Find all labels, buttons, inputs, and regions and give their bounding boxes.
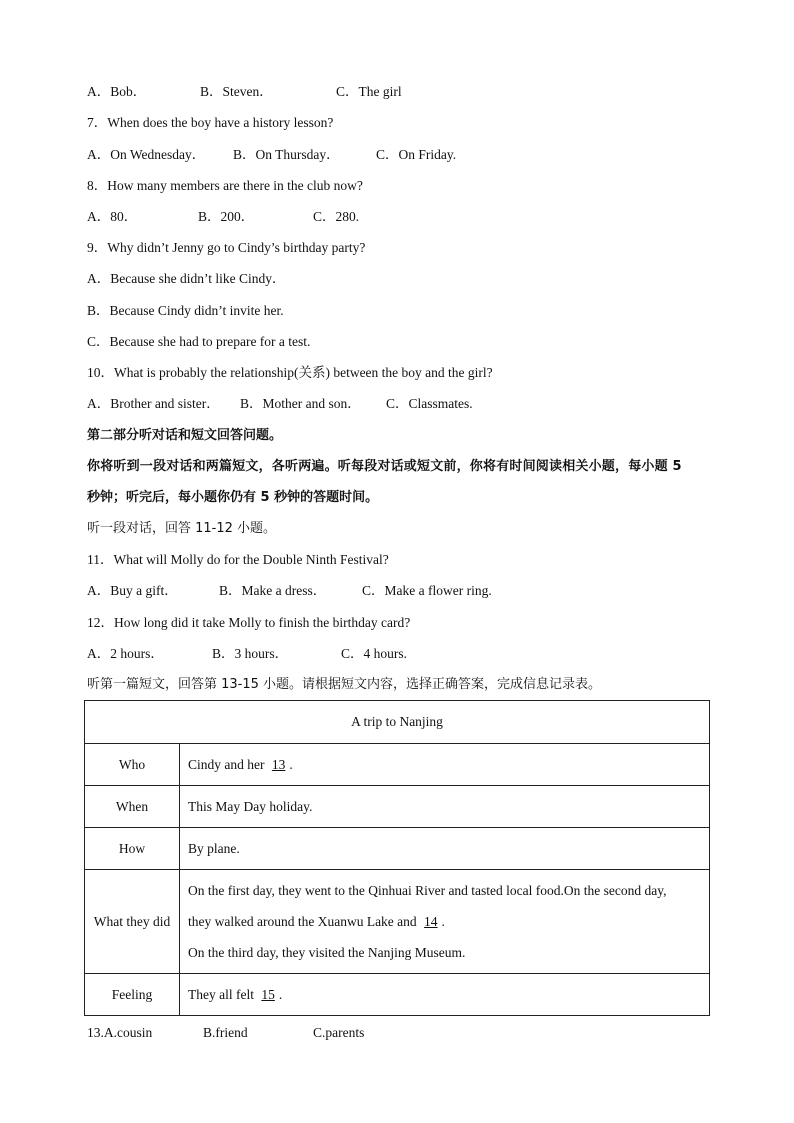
- what-line1: On the first day, they went to the Qinhuai River and tasted local food.On the second day,: [188, 883, 667, 898]
- trip-info-table: [84, 700, 710, 1016]
- answer-blank-13[interactable]: 13: [271, 756, 286, 772]
- q9-stem: 9．Why didn’t Jenny go to Cindy’s birthday party?: [87, 240, 366, 255]
- row-value-when: This May Day holiday.: [180, 786, 710, 828]
- feeling-end: .: [278, 986, 283, 1002]
- part2-instruction-line1: 你将听到一段对话和两篇短文，各听两遍。听每段对话或短文前，你将有时间阅读相关小题，每小题 5: [87, 459, 682, 474]
- q9-option-b: B．Because Cindy didn’t invite her.: [87, 303, 284, 318]
- q7-option-b: B．On Thursday．: [233, 147, 340, 162]
- q7-options: [87, 146, 456, 164]
- q9-option-c: C．Because she had to prepare for a test.: [87, 334, 311, 349]
- q10-stem: 10．What is probably the relationship(关系) between the boy and the girl?: [87, 365, 493, 380]
- q6-options: [87, 83, 402, 101]
- part2-heading: 第二部分听对话和短文回答问题。: [87, 428, 283, 443]
- row-label-feeling: Feeling: [85, 974, 180, 1016]
- row-label-who: Who: [85, 744, 180, 786]
- q12-option-c: C．4 hours.: [341, 646, 408, 661]
- q13-option-c: C.parents: [313, 1025, 365, 1040]
- what-line3: On the third day, they visited the Nanjing Museum.: [188, 945, 466, 960]
- q11-option-c: C．Make a flower ring.: [362, 583, 492, 598]
- q12-options: [87, 645, 407, 663]
- q7-option-c: C．On Friday.: [376, 147, 457, 162]
- passage-intro: 听第一篇短文，回答第 13-15 小题。请根据短文内容，选择正确答案，完成信息记录表。: [87, 677, 602, 692]
- q10-options: [87, 395, 473, 413]
- row-label-what: What they did: [85, 870, 180, 974]
- dialogue-intro: 听一段对话，回答 11-12 小题。: [87, 521, 277, 536]
- q13-option-b: B.friend: [203, 1025, 248, 1040]
- table-row-feeling: [85, 974, 710, 1016]
- q7-stem: 7．When does the boy have a history lesson?: [87, 115, 334, 130]
- q10-option-c: C．Classmates.: [386, 396, 473, 411]
- row-label-how: How: [85, 828, 180, 870]
- q11-option-b: B．Make a dress．: [219, 583, 327, 598]
- who-text: Cindy and her: [188, 756, 265, 772]
- table-title-row: [85, 701, 710, 744]
- q11-stem: 11．What will Molly do for the Double Ninth Festival?: [87, 552, 389, 567]
- what-line2-text: they walked around the Xuanwu Lake and: [188, 914, 417, 929]
- feeling-text: They all felt: [188, 986, 254, 1002]
- q11-option-a: A．Buy a gift．: [87, 583, 178, 598]
- q12-stem: 12．How long did it take Molly to finish the birthday card?: [87, 615, 411, 630]
- table-row-who: [85, 744, 710, 786]
- answer-blank-14[interactable]: 14: [424, 914, 438, 929]
- q8-stem: 8．How many members are there in the club now?: [87, 178, 363, 193]
- q6-option-b: B．Steven．: [200, 84, 273, 99]
- q8-option-c: C．280.: [313, 209, 360, 224]
- who-end: .: [289, 756, 293, 772]
- q10-option-b: B．Mother and son．: [240, 396, 361, 411]
- table-row-how: [85, 828, 710, 870]
- q8-options: [87, 208, 359, 226]
- row-value-feeling: [180, 974, 710, 1016]
- q10-option-a: A．Brother and sister．: [87, 396, 220, 411]
- q6-option-a: A．Bob．: [87, 84, 147, 99]
- part2-instruction-line2: 秒钟；听完后，每小题你仍有 5 秒钟的答题时间。: [87, 490, 379, 505]
- q13-options: [87, 1024, 364, 1042]
- row-value-how: By plane.: [180, 828, 710, 870]
- what-line2: [188, 906, 701, 937]
- q8-option-a: A．80．: [87, 209, 138, 224]
- table-row-when: [85, 786, 710, 828]
- q9-option-a: A．Because she didn’t like Cindy．: [87, 271, 286, 286]
- table-row-what: [85, 870, 710, 974]
- q12-option-b: B．3 hours．: [212, 646, 289, 661]
- row-value-what: [180, 870, 710, 974]
- table-title: A trip to Nanjing: [85, 701, 710, 744]
- q7-option-a: A．On Wednesday．: [87, 147, 206, 162]
- q11-options: [87, 582, 492, 600]
- q8-option-b: B．200．: [198, 209, 255, 224]
- row-label-when: When: [85, 786, 180, 828]
- answer-blank-15[interactable]: 15: [261, 986, 275, 1002]
- q12-option-a: A．2 hours．: [87, 646, 164, 661]
- q13-option-a: 13.A.cousin: [87, 1025, 153, 1040]
- q6-option-c: C．The girl: [336, 84, 402, 99]
- row-value-who: [180, 744, 710, 786]
- what-line2-end: .: [441, 914, 445, 929]
